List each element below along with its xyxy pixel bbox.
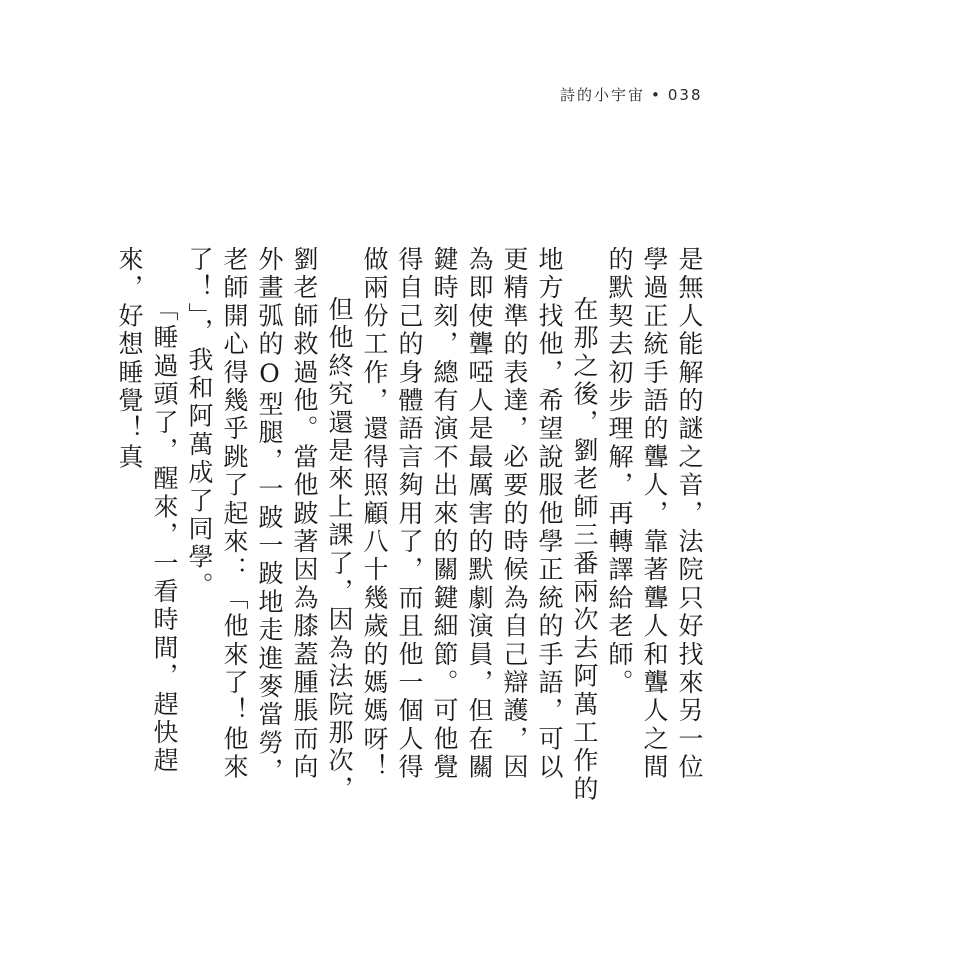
running-header (560, 84, 705, 105)
vertical-body-text (112, 246, 707, 806)
paragraph: 但他終究還是來上課了，因為法院那次，劉老師救過他。當他跛著因為膝蓋腫脹而向外畫弧的O型腿，一跛一跛地走進麥當勞，老師開心得幾乎跳了起來：「他來了！他來了！」，我和阿萬成了同學。 (185, 246, 354, 804)
paragraph: 是無人能解的謎之音，法院只好找來另一位學過正統手語的聾人，靠著聾人和聾人之間的默契去初步理解，再轉譯給老師。 (605, 246, 704, 782)
paragraph: 「睡過頭了，醒來，一看時間，趕快趕來，好想睡覺！真 (115, 246, 179, 776)
header-separator: • (651, 86, 662, 104)
paragraph: 在那之後，劉老師三番兩次去阿萬工作的地方找他，希望說服他學正統的手語，可以更精準的表達，必要的時候為自己辯護，因為即使聾啞人是最厲害的默劇演員，但在關鍵時刻，總有演不出來的關鍵細節。可他覺得自己的身體語言夠用了，而且他一個人得做兩份工作，還得照顧八十幾歲的媽媽呀！ (360, 246, 599, 804)
page-number: 038 (667, 86, 703, 104)
book-title: 詩的小宇宙 (560, 86, 646, 104)
